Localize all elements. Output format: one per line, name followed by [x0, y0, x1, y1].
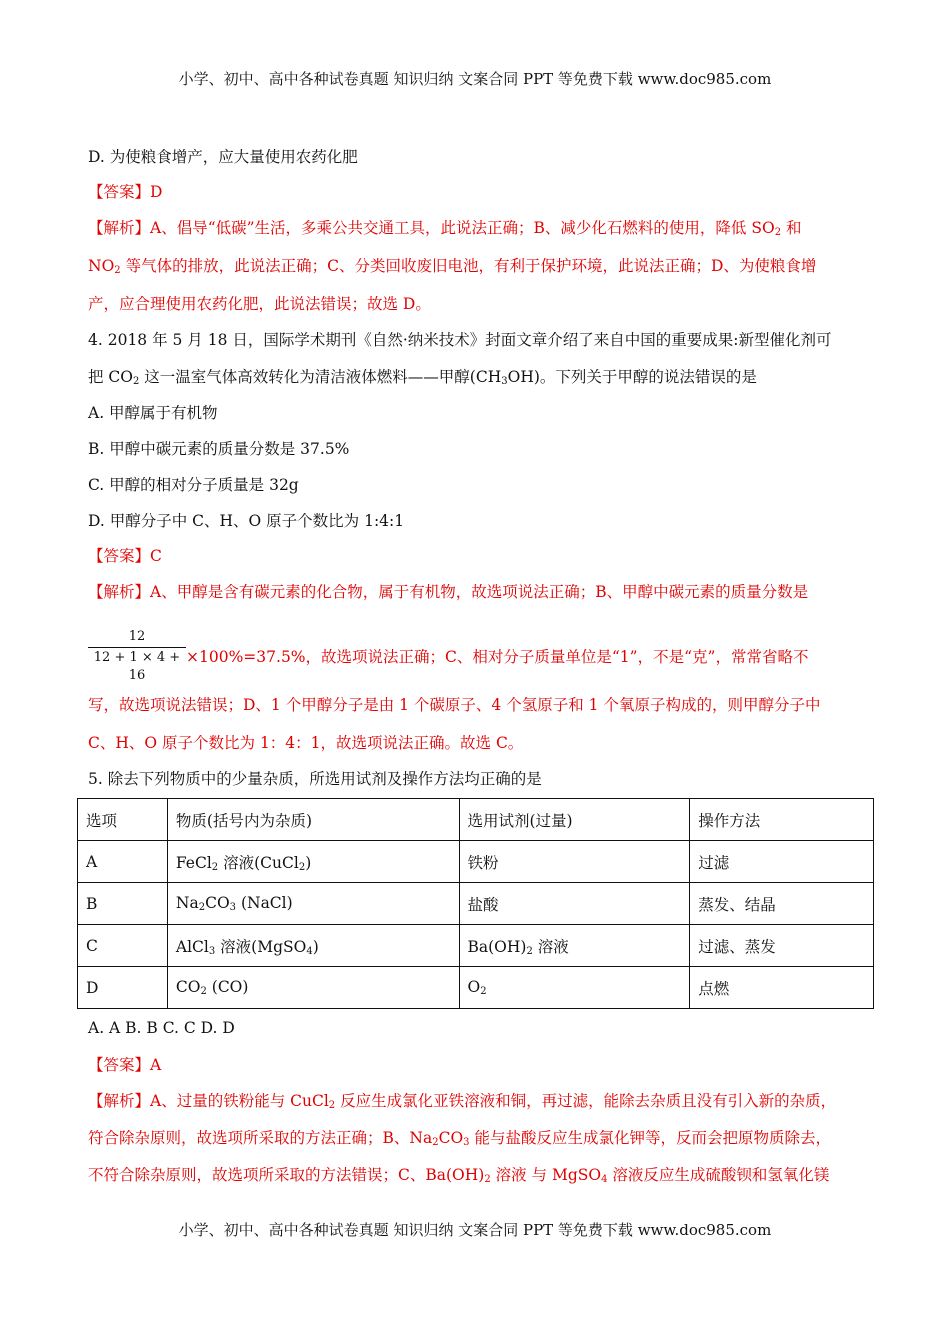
fraction-numerator: 12 — [128, 629, 146, 644]
q4-analysis-line-2: ×100%=37.5%，故选项说法正确；C、相对分子质量单位是“1”，不是“克”，常常省略不 — [186, 648, 809, 666]
cell-method: 过滤、蒸发 — [690, 925, 874, 967]
cell-reagent: 盐酸 — [459, 883, 690, 925]
cell-option: C — [78, 925, 168, 967]
fraction-denominator: 12 + 1 × 4 + 16 — [93, 650, 181, 683]
q4-option-d: D. 甲醇分子中 C、H、O 原子个数比为 1:4:1 — [88, 512, 405, 530]
table-row — [78, 883, 874, 925]
q3-analysis-line-1: 【解析】A、倡导“低碳”生活，多乘公共交通工具，此说法正确；B、减少化石燃料的使用，降低 $SO_2$ 和 — [88, 219, 802, 238]
q5-stem: 5. 除去下列物质中的少量杂质，所选用试剂及操作方法均正确的是 — [88, 770, 542, 788]
cell-method: 过滤 — [690, 841, 874, 883]
q3-analysis-line-2: $NO_2$ 等气体的排放，此说法正确；C、分类回收废旧电池，有利于保护环境，此说法正确；D、为使粮食增 — [88, 257, 817, 276]
page-header: 小学、初中、高中各种试卷真题 知识归纳 文案合同 PPT 等免费下载 www.doc985.com — [178, 70, 772, 88]
q4-option-c: C. 甲醇的相对分子质量是 32g — [88, 476, 299, 494]
page-footer: 小学、初中、高中各种试卷真题 知识归纳 文案合同 PPT 等免费下载 www.doc985.com — [178, 1221, 772, 1239]
header-substance: 物质(括号内为杂质) — [167, 799, 459, 841]
cell-option: D — [78, 967, 168, 1009]
q5-analysis-line-3: 不符合除杂原则，故选项所采取的方法错误；C、$Ba(OH)_2$ 溶液 与 MgSO$_4$ 溶液反应生成硫酸钡和氢氧化镁 — [88, 1166, 830, 1185]
q4-stem-line-2: 把 $CO_2$ 这一温室气体高效转化为清洁液体燃料——甲醇$(CH_3OH)$。下列关于甲醇的说法错误的是 — [88, 368, 757, 387]
cell-option: A — [78, 841, 168, 883]
header-method: 操作方法 — [690, 799, 874, 841]
table-row — [78, 967, 874, 1009]
cell-substance: FeCl$_2$ 溶液(CuCl$_2$) — [167, 841, 459, 883]
q4-option-a: A. 甲醇属于有机物 — [88, 404, 218, 422]
q5-choices: A. A B. B C. C D. D — [88, 1019, 235, 1037]
q4-analysis-line-1: 【解析】A、甲醇是含有碳元素的化合物，属于有机物，故选项说法正确；B、甲醇中碳元素的质量分数是 — [88, 583, 809, 601]
q4-stem-line-1: 4. 2018 年 5 月 18 日，国际学术期刊《自然·纳米技术》封面文章介绍了来自中国的重要成果:新型催化剂可 — [88, 331, 832, 349]
q5-answer: 【答案】A — [88, 1056, 162, 1074]
table-row — [78, 841, 874, 883]
q5-analysis-line-2: 符合除杂原则，故选项所采取的方法正确；B、$Na_2CO_3$ 能与盐酸反应生成氯化钾等，反而会把原物质除去， — [88, 1129, 831, 1148]
header-option: 选项 — [78, 799, 168, 841]
q3-answer: 【答案】D — [88, 183, 163, 201]
mass-fraction-formula — [88, 628, 186, 685]
cell-substance: $CO_2$ (CO) — [167, 967, 459, 1009]
cell-option: B — [78, 883, 168, 925]
q3-option-d: D. 为使粮食增产，应大量使用农药化肥 — [88, 148, 358, 166]
cell-substance: $Na_2CO_3$ (NaCl) — [167, 883, 459, 925]
cell-reagent: 铁粉 — [459, 841, 690, 883]
q3-analysis-line-3: 产，应合理使用农药化肥，此说法错误；故选 D。 — [88, 295, 431, 313]
cell-reagent: $O_2$ — [459, 967, 690, 1009]
table-header-row — [78, 799, 874, 841]
header-reagent: 选用试剂(过量) — [459, 799, 690, 841]
table-row — [78, 925, 874, 967]
q4-analysis-line-4: C、H、O 原子个数比为 1：4：1，故选项说法正确。故选 C。 — [88, 734, 524, 752]
q4-option-b: B. 甲醇中碳元素的质量分数是 37.5% — [88, 440, 350, 458]
q4-analysis-line-3: 写，故选项说法错误；D、1 个甲醇分子是由 1 个碳原子、4 个氢原子和 1 个氧原子构成的，则甲醇分子中 — [88, 696, 821, 714]
cell-method: 蒸发、结晶 — [690, 883, 874, 925]
cell-reagent: $Ba(OH)_2$ 溶液 — [459, 925, 690, 967]
cell-substance: AlCl$_3$ 溶液(MgSO$_4$) — [167, 925, 459, 967]
q5-analysis-line-1: 【解析】A、过量的铁粉能与 CuCl$_2$ 反应生成氯化亚铁溶液和铜，再过滤，能除去杂质且没有引入新的杂质， — [88, 1092, 837, 1111]
fraction-bar — [88, 647, 186, 648]
impurity-removal-table — [77, 798, 874, 1009]
cell-method: 点燃 — [690, 967, 874, 1009]
q4-answer: 【答案】C — [88, 547, 162, 565]
